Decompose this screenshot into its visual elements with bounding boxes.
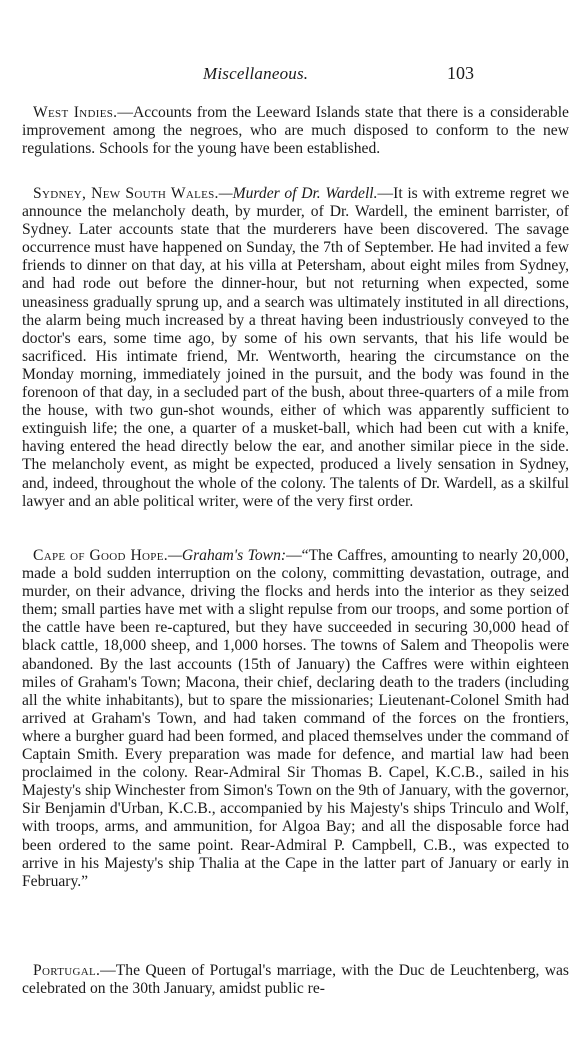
paragraph-lead: Sydney, New South Wales. (33, 185, 219, 202)
paragraph-lead: Portugal. (33, 962, 101, 979)
page-number: 103 (447, 63, 474, 83)
paragraph-text: —The Queen of Portugal's marriage, with the Duc de Leuchtenberg, was celebrated on the 30th January, amidst public re- (22, 962, 569, 998)
paragraph-subtitle: —Graham's Town: (167, 547, 287, 564)
paragraph-lead: West Indies. (33, 104, 118, 121)
paragraph-cape-of-good-hope (22, 547, 569, 891)
paragraph-lead: Cape of Good Hope. (33, 547, 168, 564)
paragraph-west-indies (22, 104, 569, 158)
paragraph-portugal (22, 962, 569, 998)
paragraph-sydney (22, 185, 569, 511)
running-title: Miscellaneous. (203, 64, 309, 83)
paragraph-text: —Accounts from the Leeward Islands state that there is a considerable improvement among the negroes, who are much disposed to conform to the new regulations. Schools for the young have been established. (22, 104, 569, 158)
paragraph-text: —“The Caffres, amounting to nearly 20,000, made a bold sudden interruption on the colony, committing devastation, outrage, and murder, on their advance, driving the flocks and herds into the interior as they seized them; small parties have met with a slight repulse from our troops, and some portion of the cattle have been re-captured, but they have succeeded in securing 30,000 head of black cattle, 18,000 sheep, and 1,000 horses. The towns of Salem and Theopolis were abandoned. By the last accounts (15th of January) the Caffres were within eighteen miles of Graham's Town; Macona, their chief, declaring death to the traders (including all the white inhabitants), but to spare the missionaries; Lieutenant-Colonel Smith had arrived at Graham's Town, and had taken command of the forces on the frontiers, where a burgher guard had been formed, and placed themselves under the command of Captain Smith. Every preparation was made for defence, and martial law had been proclaimed in the colony. Rear-Admiral Sir Thomas B. Capel, K.C.B., sailed in his Majesty's ship Winchester from Simon's Town on the 9th of January, with the governor, Sir Benjamin d'Urban, K.C.B., accompanied by his Majesty's ships Trinculo and Wolf, with troops, arms, and ammunition, for Algoa Bay; and all the disposable force had been ordered to the same point. Rear-Admiral P. Campbell, C.B., was expected to arrive in his Majesty's ship Thalia at the Cape in the latter part of January or early in February.” (22, 547, 570, 890)
paragraph-text: —It is with extreme regret we announce the melancholy death, by murder, of Dr. Wardell, the eminent barrister, of Sydney. Later accounts state that the murderers have been discovered. The savage occurrence must have happened on Sunday, the 7th of September. He had invited a few friends to dinner on that day, at his villa at Petersham, about eight miles from Sydney, and had rode out before the dinner-hour, but not returning when expected, some uneasiness gradually sprung up, and a search was ultimately instituted in all directions, the alarm being much increased by a threat having been industriously conveyed to the doctor's ears, some time ago, by some of his own servants, that his life would be sacrificed. His intimate friend, Mr. Wentworth, hearing the circumstance on the Monday morning, immediately joined in the pursuit, and the body was found in the forenoon of that day, in a secluded part of the bush, about three-quarters of a mile from the house, with two gun-shot wounds, either of which was apparently sufficient to extinguish life; the one, a quarter of a musket-ball, which had been cut with a knife, having entered the head directly below the ear, and another similar piece in the side. The melancholy event, as might be expected, produced a lively sensation in Sydney, and, indeed, throughout the whole of the colony. The talents of Dr. Wardell, as a skilful lawyer and an able political writer, were of the very first order. (22, 185, 569, 510)
paragraph-subtitle: —Murder of Dr. Wardell. (218, 185, 378, 202)
